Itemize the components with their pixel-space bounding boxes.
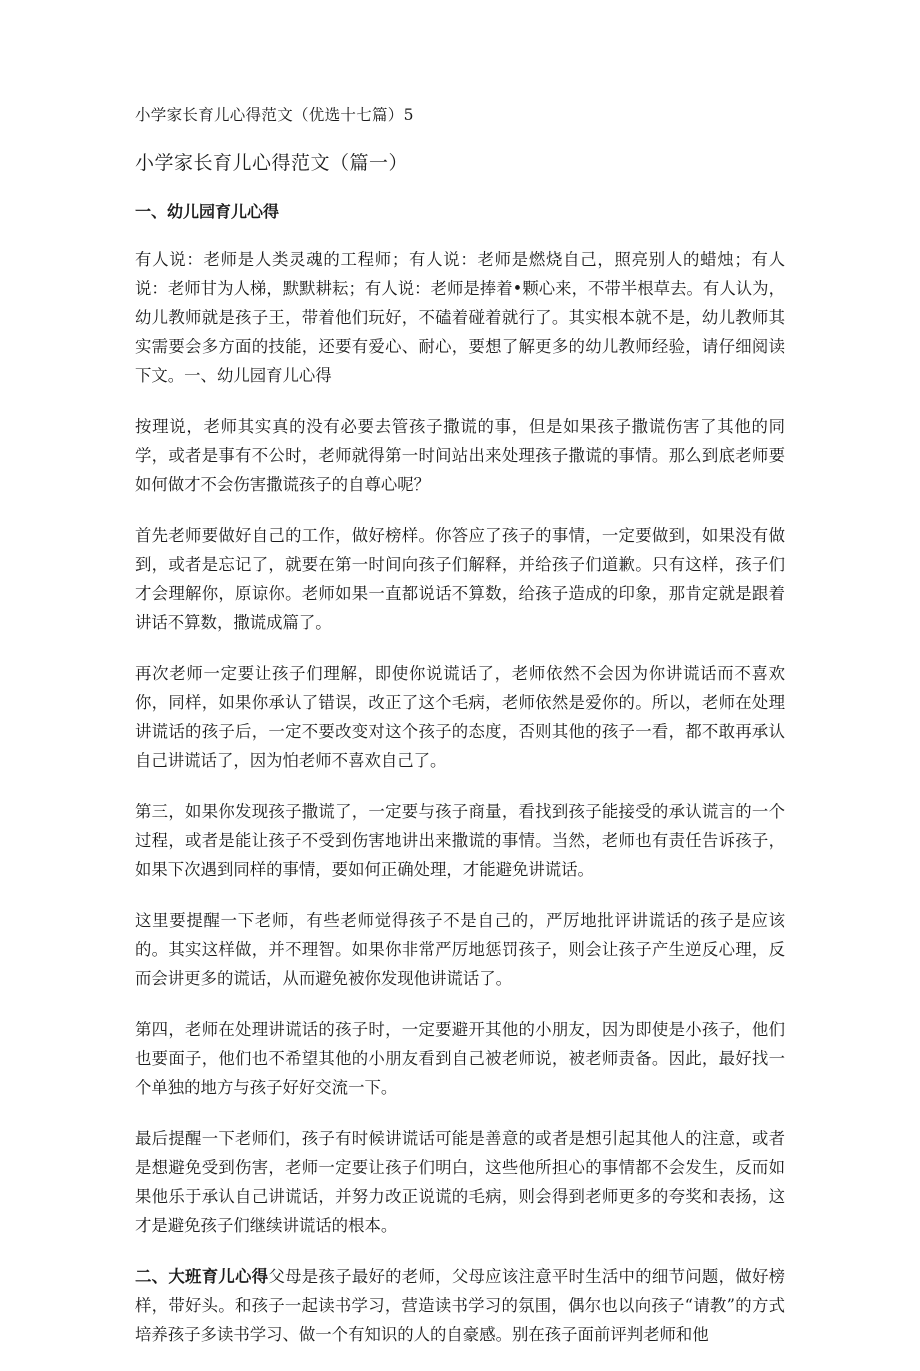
paragraph: 第三，如果你发现孩子撒谎了，一定要与孩子商量，看找到孩子能接受的承认谎言的一个过程，或者是能让孩子不受到伤害地讲出来撒谎的事情。当然，老师也有责任告诉孩子，如果下次遇到同样的事情，要如何正确处理，才能避免讲谎话。 [135,802,785,879]
heading-kindergarten: 一、幼儿园育儿心得 [135,202,280,221]
document-page [135,103,785,1371]
document-title: 小学家长育儿心得范文（优选十七篇）5 [135,106,414,124]
paragraph-senior-class [135,1262,785,1349]
paragraph: 有人说：老师是人类灵魂的工程师；有人说：老师是燃烧自己，照亮别人的蜡烛；有人说：老师甘为人梯，默默耕耘；有人说：老师是捧着•颗心来，不带半根草去。有人认为，幼儿教师就是孩子王，带着他们玩好，不磕着碰着就行了。其实根本就不是，幼儿教师其实需要会多方面的技能，还要有爱心、耐心，要想了解更多的幼儿教师经验，请仔细阅读下文。一、幼儿园育儿心得 [135,250,785,385]
section-title: 小学家长育儿心得范文（篇一） [135,152,409,174]
paragraph-text: 父母是孩子最好的老师，父母应该注意平时生活中的细节问题，做好榜样，带好头。和孩子一起读书学习，营造读书学习的氛围，偶尔也以向孩子“请教”的方式培养孩子多读书学习、做一个有知识的人的自豪感。别在孩子面前评判老师和他 [135,1267,786,1344]
paragraph: 再次老师一定要让孩子们理解，即使你说谎话了，老师依然不会因为你讲谎话而不喜欢你，同样，如果你承认了错误，改正了这个毛病，老师依然是爱你的。所以，老师在处理讲谎话的孩子后，一定不要改变对这个孩子的态度，否则其他的孩子一看，都不敢再承认自己讲谎话了，因为怕老师不喜欢自己了。 [135,664,785,770]
heading-senior-class: 二、大班育儿心得 [135,1267,269,1286]
paragraph: 第四，老师在处理讲谎话的孩子时，一定要避开其他的小朋友，因为即使是小孩子，他们也要面子，他们也不希望其他的小朋友看到自己被老师说，被老师责备。因此，最好找一个单独的地方与孩子好好交流一下。 [135,1020,785,1097]
paragraph: 最后提醒一下老师们，孩子有时候讲谎话可能是善意的或者是想引起其他人的注意，或者是想避免受到伤害，老师一定要让孩子们明白，这些他所担心的事情都不会发生，反而如果他乐于承认自己讲谎话，并努力改正说谎的毛病，则会得到老师更多的夸奖和表扬，这才是避免孩子们继续讲谎话的根本。 [135,1129,785,1235]
paragraph: 首先老师要做好自己的工作，做好榜样。你答应了孩子的事情，一定要做到，如果没有做到，或者是忘记了，就要在第一时间向孩子们解释，并给孩子们道歉。只有这样，孩子们才会理解你，原谅你。老师如果一直都说话不算数，给孩子造成的印象，那肯定就是跟着讲话不算数，撒谎成篇了。 [135,526,785,632]
paragraph: 这里要提醒一下老师，有些老师觉得孩子不是自己的，严厉地批评讲谎话的孩子是应该的。其实这样做，并不理智。如果你非常严厉地惩罚孩子，则会让孩子产生逆反心理，反而会讲更多的谎话，从而避免被你发现他讲谎话了。 [135,911,785,988]
paragraph: 按理说，老师其实真的没有必要去管孩子撒谎的事，但是如果孩子撒谎伤害了其他的同学，或者是事有不公时，老师就得第一时间站出来处理孩子撒谎的事情。那么到底老师要如何做才不会伤害撒谎孩子的自尊心呢？ [135,417,785,494]
